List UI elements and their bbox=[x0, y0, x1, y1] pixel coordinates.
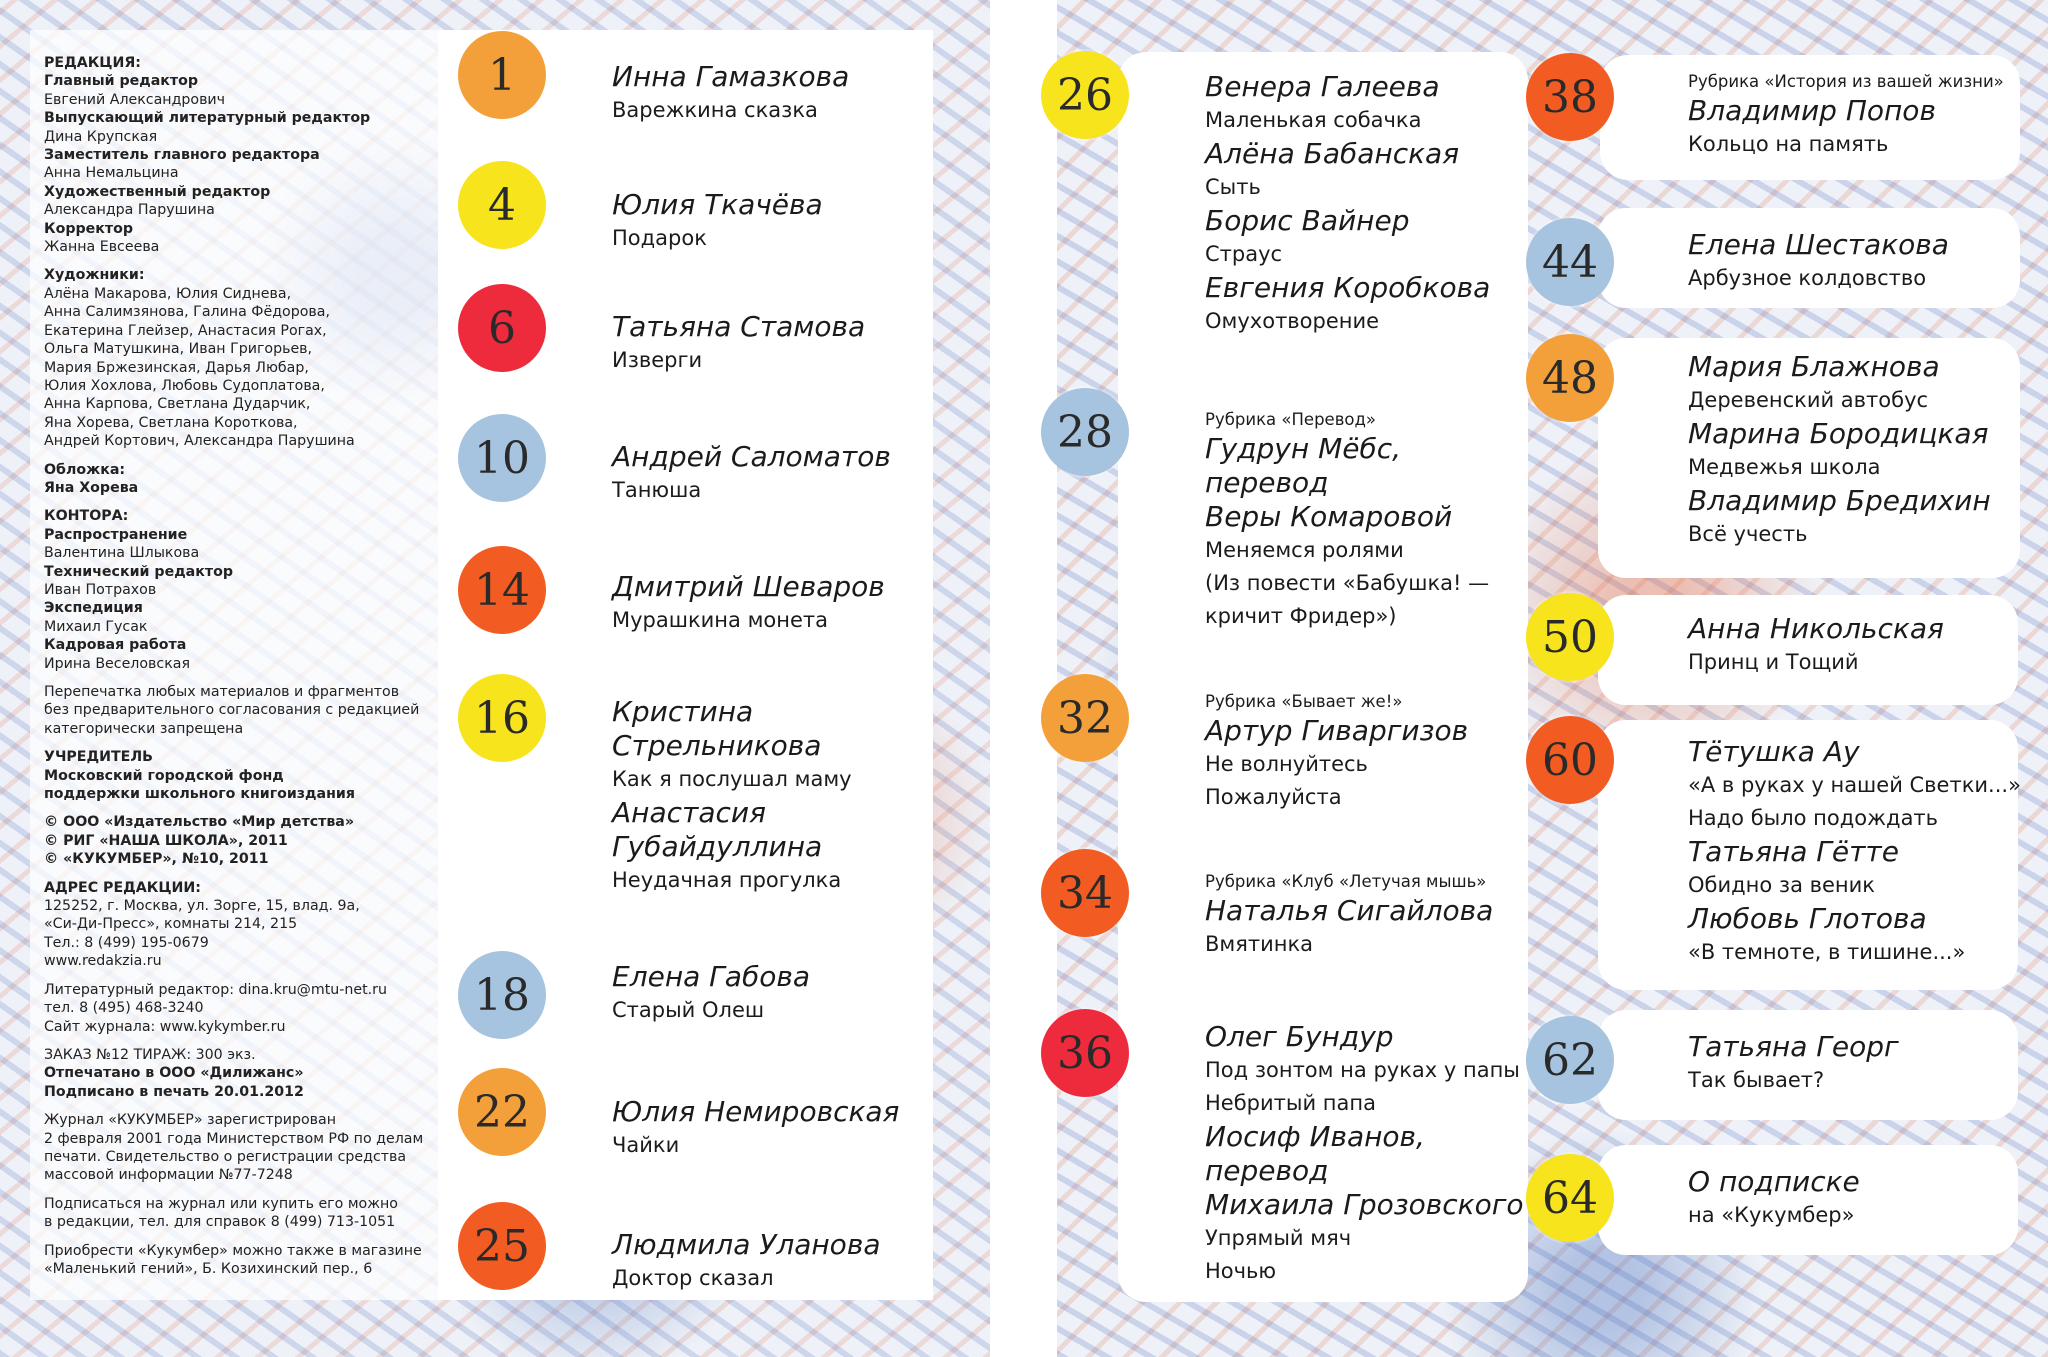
author-name: Иосиф Иванов, bbox=[1205, 1120, 1425, 1153]
imprint-line: КОНТОРА: bbox=[44, 508, 129, 525]
page-number-badge: 44 bbox=[1526, 218, 1614, 306]
story-title: Так бывает? bbox=[1688, 1068, 1825, 1092]
toc-entry[interactable] bbox=[612, 960, 810, 1027]
imprint-line: Сайт журнала: www.kykymber.ru bbox=[44, 1018, 286, 1035]
story-title: Небритый папа bbox=[1205, 1091, 1376, 1115]
author-name: Андрей Саломатов bbox=[612, 440, 891, 473]
imprint-line: Дина Крупская bbox=[44, 128, 158, 145]
imprint-gap bbox=[44, 738, 428, 748]
imprint-line: Яна Хорева bbox=[44, 479, 139, 496]
author-name: Инна Гамазкова bbox=[612, 60, 850, 93]
author-name: Евгения Коробкова bbox=[1205, 271, 1491, 304]
imprint-line: Юлия Хохлова, Любовь Судоплатова, bbox=[44, 377, 325, 394]
story-title: Принц и Тощий bbox=[1688, 650, 1859, 674]
toc-entry[interactable] bbox=[1688, 228, 1949, 295]
imprint-gap bbox=[44, 1232, 428, 1242]
page-number-badge: 48 bbox=[1526, 334, 1614, 422]
imprint-line: Евгений Александрович bbox=[44, 91, 226, 108]
page-number-badge: 10 bbox=[458, 414, 546, 502]
author-name: О подписке bbox=[1688, 1165, 1860, 1198]
story-title: Вмятинка bbox=[1205, 932, 1314, 956]
toc-entry[interactable] bbox=[612, 60, 849, 127]
author-name: Алёна Бабанская bbox=[1205, 137, 1460, 170]
page-number-badge: 32 bbox=[1041, 674, 1129, 762]
author-name: Тётушка Ау bbox=[1688, 735, 1860, 768]
imprint-line: Подписано в печать 20.01.2012 bbox=[44, 1083, 304, 1100]
toc-entry[interactable] bbox=[612, 310, 865, 377]
page-gutter bbox=[990, 0, 1057, 1357]
imprint-gap bbox=[44, 869, 428, 879]
imprint-line: Обложка: bbox=[44, 461, 126, 478]
imprint-line: Корректор bbox=[44, 220, 134, 237]
story-title: (Из повести «Бабушка! — bbox=[1205, 571, 1490, 595]
imprint-line: Московский городской фонд bbox=[44, 767, 284, 784]
story-title: Изверги bbox=[612, 348, 703, 372]
story-title: кричит Фридер») bbox=[1205, 604, 1397, 628]
story-title: Не волнуйтесь bbox=[1205, 752, 1368, 776]
page-number-badge: 16 bbox=[458, 674, 546, 762]
toc-entry[interactable] bbox=[1688, 735, 2021, 969]
imprint-line: 2 февраля 2001 года Министерством РФ по делам bbox=[44, 1130, 424, 1147]
imprint-line: Отпечатано в ООО «Дилижанс» bbox=[44, 1065, 304, 1082]
imprint-line: тел. 8 (495) 468-3240 bbox=[44, 1000, 204, 1017]
page-number-badge: 4 bbox=[458, 161, 546, 249]
rubric-label: Рубрика «Перевод» bbox=[1205, 410, 1377, 429]
imprint-line: печати. Свидетельство о регистрации средства bbox=[44, 1148, 407, 1165]
toc-entry[interactable] bbox=[1688, 1030, 1899, 1097]
author-name: Людмила Уланова bbox=[612, 1228, 881, 1261]
imprint-gap bbox=[44, 1185, 428, 1195]
imprint-line: Кадровая работа bbox=[44, 637, 187, 654]
author-name: Юлия Немировская bbox=[612, 1095, 900, 1128]
imprint-line: © РИГ «НАША ШКОЛА», 2011 bbox=[44, 832, 288, 849]
imprint-line: Александра Парушина bbox=[44, 202, 215, 219]
author-name: Наталья Сигайлова bbox=[1205, 894, 1494, 927]
imprint-line: Екатерина Глейзер, Анастасия Рогах, bbox=[44, 322, 327, 339]
author-name: Борис Вайнер bbox=[1205, 204, 1410, 237]
page-number-badge: 26 bbox=[1041, 51, 1129, 139]
story-title: Маленькая собачка bbox=[1205, 108, 1422, 132]
imprint-line: Яна Хорева, Светлана Короткова, bbox=[44, 414, 298, 431]
imprint-gap bbox=[44, 256, 428, 266]
imprint-gap bbox=[44, 1101, 428, 1111]
toc-entry[interactable] bbox=[612, 1095, 899, 1162]
author-name: Дмитрий Шеваров bbox=[612, 570, 885, 603]
author-name: Гудрун Мёбс, bbox=[1205, 432, 1402, 465]
imprint-line: Заместитель главного редактора bbox=[44, 147, 320, 164]
author-name: Юлия Ткачёва bbox=[612, 188, 823, 221]
page-number-badge: 36 bbox=[1041, 1009, 1129, 1097]
imprint-line: без предварительного согласования с редакцией bbox=[44, 702, 420, 719]
page-number-badge: 22 bbox=[458, 1068, 546, 1156]
author-name: Олег Бундур bbox=[1205, 1020, 1394, 1053]
toc-entry[interactable] bbox=[1205, 690, 1468, 814]
page-number-badge: 18 bbox=[458, 951, 546, 1039]
author-name: Любовь Глотова bbox=[1688, 902, 1927, 935]
author-name: Татьяна Гётте bbox=[1688, 835, 1899, 868]
page-number-badge: 50 bbox=[1526, 593, 1614, 681]
imprint-line: Тел.: 8 (499) 195-0679 bbox=[44, 934, 209, 951]
story-title: Подарок bbox=[612, 226, 707, 250]
imprint-line: © «КУКУМБЕР», №10, 2011 bbox=[44, 851, 269, 868]
page-number-badge: 25 bbox=[458, 1202, 546, 1290]
story-title: Медвежья школа bbox=[1688, 455, 1881, 479]
toc-entry[interactable] bbox=[1205, 870, 1493, 961]
page-number-badge: 14 bbox=[458, 546, 546, 634]
toc-entry[interactable] bbox=[1205, 1020, 1524, 1288]
story-title: Сыть bbox=[1205, 175, 1261, 199]
imprint-line: Иван Потрахов bbox=[44, 581, 157, 598]
page-number-badge: 28 bbox=[1041, 388, 1129, 476]
page-number-badge: 62 bbox=[1526, 1016, 1614, 1104]
author-name: Венера Галеева bbox=[1205, 70, 1440, 103]
imprint-line: АДРЕС РЕДАКЦИИ: bbox=[44, 879, 201, 896]
page-number-badge: 38 bbox=[1526, 53, 1614, 141]
author-name: Артур Гиваргизов bbox=[1205, 714, 1469, 747]
imprint-line: Художники: bbox=[44, 267, 145, 284]
page-number-badge: 1 bbox=[458, 31, 546, 119]
imprint-gap bbox=[44, 673, 428, 683]
imprint-line: Михаил Гусак bbox=[44, 618, 148, 635]
rubric-label: Рубрика «История из вашей жизни» bbox=[1688, 72, 2004, 91]
imprint-line: Подписаться на журнал или купить его можно bbox=[44, 1195, 398, 1212]
toc-entry[interactable] bbox=[612, 440, 891, 507]
toc-entry[interactable] bbox=[1688, 70, 2004, 161]
author-name: Елена Шестакова bbox=[1688, 228, 1949, 261]
imprint-line: Экспедиция bbox=[44, 600, 143, 617]
story-title: Доктор сказал bbox=[612, 1266, 774, 1290]
toc-entry[interactable] bbox=[612, 570, 885, 637]
imprint-line: Анна Карпова, Светлана Дударчик, bbox=[44, 396, 311, 413]
story-title: на «Кукумбер» bbox=[1688, 1203, 1855, 1227]
toc-entry[interactable] bbox=[612, 695, 852, 897]
author-name: перевод bbox=[1205, 1154, 1329, 1187]
author-name: Анна Никольская bbox=[1688, 612, 1944, 645]
author-name: Владимир Попов bbox=[1688, 94, 1936, 127]
imprint-line: поддержки школьного книгоиздания bbox=[44, 786, 355, 803]
story-title: Деревенский автобус bbox=[1688, 388, 1929, 412]
toc-entry[interactable] bbox=[1205, 70, 1490, 338]
story-title: Чайки bbox=[612, 1133, 680, 1157]
toc-entry[interactable] bbox=[1688, 350, 1991, 551]
imprint-line: Жанна Евсеева bbox=[44, 239, 160, 256]
author-name: Веры Комаровой bbox=[1205, 500, 1453, 533]
author-name: Анастасия bbox=[612, 796, 766, 829]
imprint-line: Ирина Веселовская bbox=[44, 655, 191, 672]
story-title: Как я послушал маму bbox=[612, 767, 852, 791]
story-title: Меняемся ролями bbox=[1205, 538, 1404, 562]
imprint-line: Валентина Шлыкова bbox=[44, 545, 200, 562]
imprint-line: Литературный редактор: dina.kru@mtu-net.ru bbox=[44, 981, 387, 998]
rubric-label: Рубрика «Клуб «Летучая мышь» bbox=[1205, 872, 1487, 891]
author-name: Татьяна Георг bbox=[1688, 1030, 1899, 1063]
author-name: Мария Блажнова bbox=[1688, 350, 1940, 383]
story-title: Пожалуйста bbox=[1205, 785, 1342, 809]
imprint-line: Распространение bbox=[44, 526, 188, 543]
story-title: Обидно за веник bbox=[1688, 873, 1875, 897]
imprint-line: РЕДАКЦИЯ: bbox=[44, 55, 141, 71]
rubric-label: Рубрика «Бывает же!» bbox=[1205, 692, 1403, 711]
toc-entry[interactable] bbox=[1688, 612, 1944, 679]
author-name: Михаила Грозовского bbox=[1205, 1188, 1524, 1221]
imprint-line: ЗАКАЗ №12 ТИРАЖ: 300 экз. bbox=[44, 1046, 256, 1063]
author-name: Владимир Бредихин bbox=[1688, 484, 1991, 517]
story-title: Под зонтом на руках у папы bbox=[1205, 1058, 1520, 1082]
imprint-line: категорически запрещена bbox=[44, 720, 244, 737]
story-title: Неудачная прогулка bbox=[612, 868, 842, 892]
author-name: Елена Габова bbox=[612, 960, 810, 993]
story-title: Омухотворение bbox=[1205, 309, 1380, 333]
imprint-line: Андрей Кортович, Александра Парушина bbox=[44, 433, 355, 450]
story-title: Страус bbox=[1205, 242, 1283, 266]
imprint-line: Перепечатка любых материалов и фрагментов bbox=[44, 684, 400, 700]
story-title: Танюша bbox=[612, 478, 702, 502]
author-name: Кристина bbox=[612, 695, 754, 728]
toc-entry[interactable] bbox=[612, 1228, 880, 1295]
story-title: Кольцо на память bbox=[1688, 132, 1889, 156]
page-number-badge: 60 bbox=[1526, 716, 1614, 804]
story-title: Мурашкина монета bbox=[612, 608, 829, 632]
story-title: Упрямый мяч bbox=[1205, 1226, 1352, 1250]
author-name: перевод bbox=[1205, 466, 1329, 499]
imprint-gap bbox=[44, 451, 428, 461]
author-name: Губайдуллина bbox=[612, 830, 823, 863]
imprint-gap bbox=[44, 971, 428, 981]
page-number-badge: 6 bbox=[458, 284, 546, 372]
imprint-line: Главный редактор bbox=[44, 73, 199, 90]
imprint-line: Анна Салимзянова, Галина Фёдорова, bbox=[44, 304, 330, 321]
imprint-line: © ООО «Издательство «Мир детства» bbox=[44, 814, 355, 831]
imprint-line: Ольга Матушкина, Иван Григорьев, bbox=[44, 341, 313, 358]
story-title: Ночью bbox=[1205, 1259, 1277, 1283]
imprint-line: Технический редактор bbox=[44, 563, 233, 580]
author-name: Марина Бородицкая bbox=[1688, 417, 1989, 450]
author-name: Татьяна Стамова bbox=[612, 310, 866, 343]
imprint-line: Приобрести «Кукумбер» можно также в магазине bbox=[44, 1242, 422, 1259]
imprint-line: «Маленький гений», Б. Козихинский пер., 6 bbox=[44, 1260, 373, 1277]
toc-entry[interactable] bbox=[1688, 1165, 1860, 1232]
imprint-line: Алёна Макарова, Юлия Сиднева, bbox=[44, 285, 292, 302]
imprint-gap bbox=[44, 1036, 428, 1046]
story-title: Арбузное колдовство bbox=[1688, 266, 1927, 290]
imprint-gap bbox=[44, 497, 428, 507]
story-title: Надо было подождать bbox=[1688, 806, 1939, 830]
imprint-line: в редакции, тел. для справок 8 (499) 713-1051 bbox=[44, 1214, 396, 1231]
page-number-badge: 64 bbox=[1526, 1154, 1614, 1242]
imprint-line: 125252, г. Москва, ул. Зорге, 15, влад. 9а, bbox=[44, 898, 360, 915]
imprint-panel bbox=[30, 30, 438, 1300]
author-name: Стрельникова bbox=[612, 729, 822, 762]
imprint-line: Журнал «КУКУМБЕР» зарегистрирован bbox=[44, 1112, 336, 1129]
story-title: «В темноте, в тишине...» bbox=[1688, 940, 1966, 964]
story-title: Старый Олеш bbox=[612, 998, 765, 1022]
imprint-line: «Си-Ди-Пресс», комнаты 214, 215 bbox=[44, 916, 298, 933]
imprint-line: массовой информации №77-7248 bbox=[44, 1167, 293, 1184]
imprint-line: Выпускающий литературный редактор bbox=[44, 110, 371, 127]
imprint-line: Художественный редактор bbox=[44, 183, 271, 200]
imprint-line: www.redakzia.ru bbox=[44, 953, 162, 970]
imprint-line: УЧРЕДИТЕЛЬ bbox=[44, 749, 153, 766]
page-number-badge: 34 bbox=[1041, 849, 1129, 937]
imprint-gap bbox=[44, 803, 428, 813]
imprint-line: Анна Немальцина bbox=[44, 165, 179, 182]
toc-entry[interactable] bbox=[612, 188, 823, 255]
story-title: «А в руках у нашей Светки...» bbox=[1688, 773, 2021, 797]
imprint-line: Мария Бржезинская, Дарья Любар, bbox=[44, 359, 309, 376]
story-title: Всё учесть bbox=[1688, 522, 1808, 546]
toc-entry[interactable] bbox=[1205, 408, 1489, 633]
story-title: Варежкина сказка bbox=[612, 98, 818, 122]
